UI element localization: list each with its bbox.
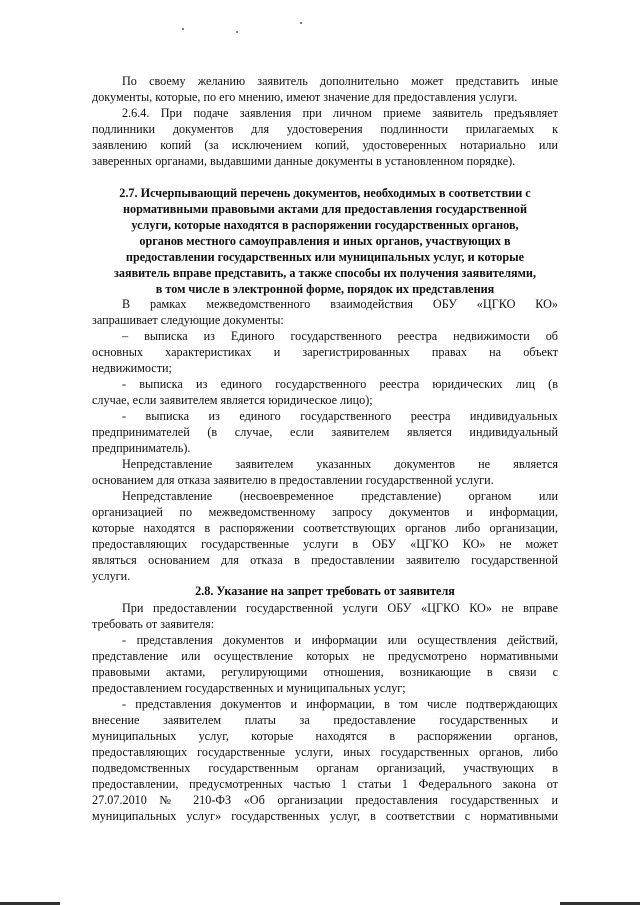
text-line: заверенных органами, выдавшими данные документы в установленном порядке). <box>92 154 516 168</box>
text-line: организацией по межведомственному запросу документов и информации, <box>92 505 558 519</box>
list-item: - представления документов и информации, в том числе подтверждающих <box>122 697 558 711</box>
list-item: основных характеристиках и зарегистрированных правах на объект <box>92 345 558 359</box>
list-item: случае, если заявителем является юридическое лицо); <box>92 393 373 407</box>
list-item: представление или осуществление которых не предусмотрено нормативными <box>92 649 558 663</box>
list-item: предоставлении, предусмотренных частью 1 статьи 1 Федерального закона от <box>92 777 558 791</box>
text-line: Непредставление заявителем указанных документов не является <box>122 457 558 471</box>
section-heading: 2.7. Исчерпывающий перечень документов, необходимых в соответствии с <box>119 186 531 200</box>
list-item: правовыми актами, регулирующими отношения, возникающие в связи с <box>92 665 558 679</box>
text-line: требовать от заявителя: <box>92 617 215 631</box>
text-line: запрашивает следующие документы: <box>92 313 284 327</box>
list-item: - выписка из единого государственного реестра индивидуальных <box>122 409 558 423</box>
list-item: предприниматель). <box>92 441 191 455</box>
text-line: В рамках межведомственного взаимодействия ОБУ «ЦГКО КО» <box>122 297 558 311</box>
section-heading: 2.8. Указание на запрет требовать от заявителя <box>195 584 455 598</box>
text-line: являться основанием для отказа в предоставлении заявителю государственной <box>92 553 558 567</box>
list-item: предпринимателей (в случае, если заявителем является индивидуальный <box>92 425 558 439</box>
list-item: подведомственных государственным органам организаций, участвующих в <box>92 761 558 775</box>
list-item: недвижимости; <box>92 361 172 375</box>
list-item: муниципальных услуг, которые находятся в распоряжении органов, <box>92 729 558 743</box>
section-heading: органов местного самоуправления и иных органов, участвующих в <box>139 234 511 248</box>
list-item: - представления документов и информации или осуществления действий, <box>122 633 558 647</box>
text-line: документы, которые, по его мнению, имеют значение для предоставления услуги. <box>92 90 518 104</box>
list-item: 27.07.2010 № 210-ФЗ «Об организации предоставления государственных и <box>92 793 558 807</box>
text-line: По своему желанию заявитель дополнительно может представить иные <box>122 74 558 88</box>
section-heading: в том числе в электронной форме, порядок их представления <box>155 282 495 296</box>
list-item: предоставляющих государственные услуги, иных государственных органов, либо <box>92 745 558 759</box>
scan-speck <box>182 28 184 30</box>
text-line: 2.6.4. При подаче заявления при личном приеме заявитель предъявляет <box>122 106 558 120</box>
text-line: основанием для отказа заявителю в предоставлении государственной услуги. <box>92 473 494 487</box>
list-item: предоставлением государственных и муниципальных услуг; <box>92 681 406 695</box>
list-item: - выписка из единого государственного реестра юридических лиц (в <box>122 377 558 391</box>
section-heading: услуги, которые находятся в распоряжении государственных органов, <box>131 218 519 232</box>
section-heading: заявитель вправе представить, а также способы их получения заявителями, <box>113 266 537 280</box>
scan-speck <box>300 22 302 24</box>
section-heading: предоставлении государственных или муниципальных услуг, и которые <box>125 250 525 264</box>
text-line: заявлению копий (за исключением копий, удостоверенных нотариально или <box>92 138 558 152</box>
text-line: Непредставление (несвоевременное представление) органом или <box>122 489 558 503</box>
text-line: услуги. <box>92 569 131 583</box>
section-heading: нормативными правовыми актами для предоставления государственной <box>123 202 527 216</box>
text-line: При предоставлении государственной услуги ОБУ «ЦГКО КО» не вправе <box>122 601 558 615</box>
scan-speck <box>236 31 238 33</box>
list-item: муниципальных услуг» государственных услуг, в соответствии с нормативными <box>92 809 558 823</box>
text-line: подлинники документов для удостоверения подлинности прилагаемых к <box>92 122 558 136</box>
text-line: которые находятся в распоряжении соответствующих органов либо организации, <box>92 521 558 535</box>
list-item: – выписка из Единого государственного реестра недвижимости об <box>122 329 558 343</box>
list-item: внесение заявителем платы за предоставление государственных и <box>92 713 558 727</box>
text-line: предоставляющих государственные услуги в ОБУ «ЦГКО КО» не может <box>92 537 558 551</box>
